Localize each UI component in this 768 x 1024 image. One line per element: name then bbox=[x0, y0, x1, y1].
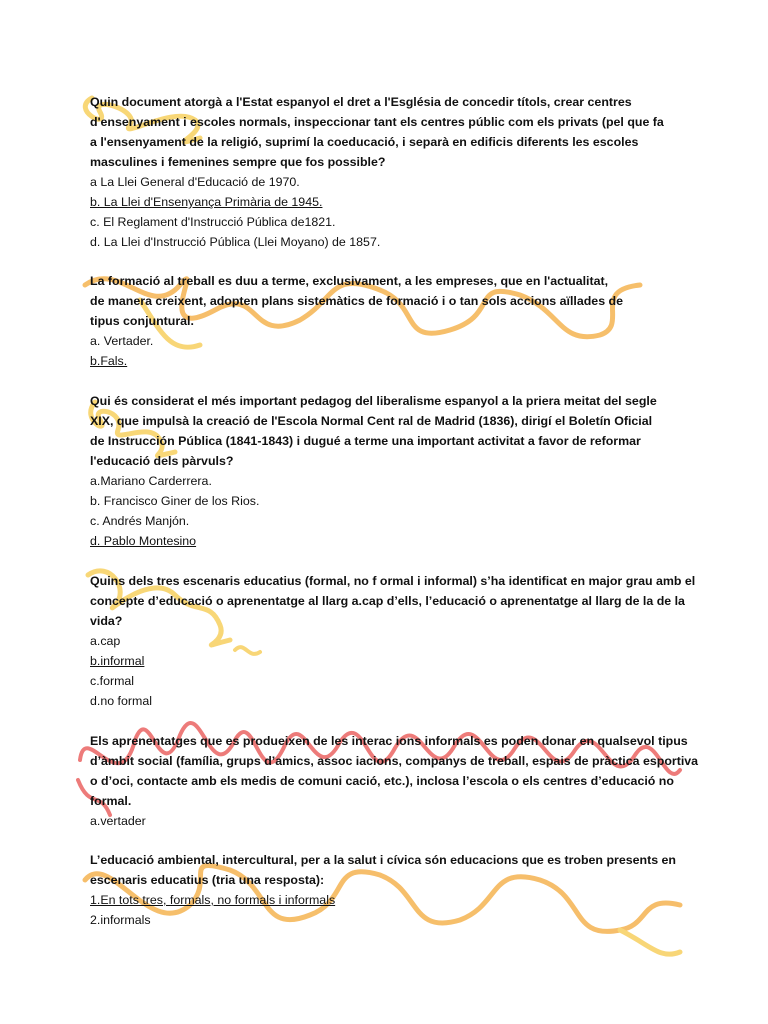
option-correct: b. La Llei d'Ensenyança Primària de 1945. bbox=[90, 195, 323, 209]
question-line: vida? bbox=[90, 614, 123, 628]
question-line: formal. bbox=[90, 794, 132, 808]
question-4 bbox=[90, 571, 696, 711]
option: 2.informals bbox=[90, 913, 151, 927]
option: a. Vertader. bbox=[90, 334, 154, 348]
option: b. Francisco Giner de los Rios. bbox=[90, 494, 260, 508]
question-line: Qui és considerat el més important pedagog del liberalisme espanyol a la priera meitat del segle bbox=[90, 394, 657, 408]
option: a.vertader bbox=[90, 814, 146, 828]
option: d. La Llei d'Instrucció Pública (Llei Moyano) de 1857. bbox=[90, 235, 381, 249]
question-5 bbox=[90, 731, 699, 831]
question-line: Quin document atorgà a l'Estat espanyol el dret a l'Església de concedir títols, crear centres bbox=[90, 95, 632, 109]
question-line: escenaris educatius (tria una resposta): bbox=[90, 873, 325, 887]
question-line: L’educació ambiental, intercultural, per a la salut i cívica són educacions que es troben presents en bbox=[90, 853, 676, 867]
question-text bbox=[90, 571, 696, 631]
question-line: masculines i femenines sempre que fos possible? bbox=[90, 155, 386, 169]
question-line: La formació al treball es duu a terme, exclusivament, a les empreses, que en l'actualitat, bbox=[90, 274, 609, 288]
question-3 bbox=[90, 391, 690, 551]
scribble-q6b bbox=[620, 930, 680, 954]
question-line: d’àmbit social (família, grups d’amics, assoc iacions, companys de treball, espais de pràctica esportiva bbox=[90, 754, 699, 768]
question-line: Quins dels tres escenaris educatius (formal, no f ormal i informal) s’ha identificat en major grau amb el bbox=[90, 574, 696, 588]
question-line: XIX, que impulsà la creació de l'Escola Normal Cent ral de Madrid (1836), dirigí el Boletín Oficial bbox=[90, 414, 653, 428]
question-line: Els aprenentatges que es produeixen de les interac ions informals es poden donar en qualsevol tipus bbox=[90, 734, 688, 748]
question-line: tipus conjuntural. bbox=[90, 314, 194, 328]
question-line: de Instrucción Pública (1841-1843) i dugué a terme una important activitat a favor de reformar bbox=[90, 434, 641, 448]
question-1 bbox=[90, 92, 690, 252]
question-line: concepte d’educació o aprenentatge al llarg a.cap d’ells, l’educació o aprenentatge al llarg de la de la bbox=[90, 594, 685, 608]
question-2 bbox=[90, 271, 690, 371]
question-text bbox=[90, 850, 690, 890]
option-correct: b.Fals. bbox=[90, 354, 128, 368]
option: a.cap bbox=[90, 634, 121, 648]
question-line: l'educació dels pàrvuls? bbox=[90, 454, 234, 468]
option: c. Andrés Manjón. bbox=[90, 514, 190, 528]
option: d.no formal bbox=[90, 694, 152, 708]
question-line: d'ensenyament i escoles normals, inspeccionar tant els centres públic com els privats (pel que fa bbox=[90, 115, 664, 129]
option: a La Llei General d'Educació de 1970. bbox=[90, 175, 300, 189]
option: c.formal bbox=[90, 674, 135, 688]
question-line: o d’oci, contacte amb els medis de comuni cació, etc.), inclosa l’escola o els centres d’educació no bbox=[90, 774, 674, 788]
option-correct: d. Pablo Montesino bbox=[90, 534, 197, 548]
question-line: a l'ensenyament de la religió, suprimí la coeducació, i separà en edificis diferents les escoles bbox=[90, 135, 639, 149]
question-text bbox=[90, 731, 699, 811]
question-text bbox=[90, 92, 690, 172]
option-correct: b.informal bbox=[90, 654, 145, 668]
question-line: de manera creixent, adopten plans sistemàtics de formació i o tan sols accions aïllades de bbox=[90, 294, 623, 308]
option-correct: 1.En tots tres, formals, no formals i informals bbox=[90, 893, 336, 907]
option: c. El Reglament d'Instrucció Pública de1821. bbox=[90, 215, 336, 229]
question-6 bbox=[90, 850, 690, 930]
option: a.Mariano Carderrera. bbox=[90, 474, 212, 488]
question-text bbox=[90, 271, 690, 331]
question-text bbox=[90, 391, 690, 471]
